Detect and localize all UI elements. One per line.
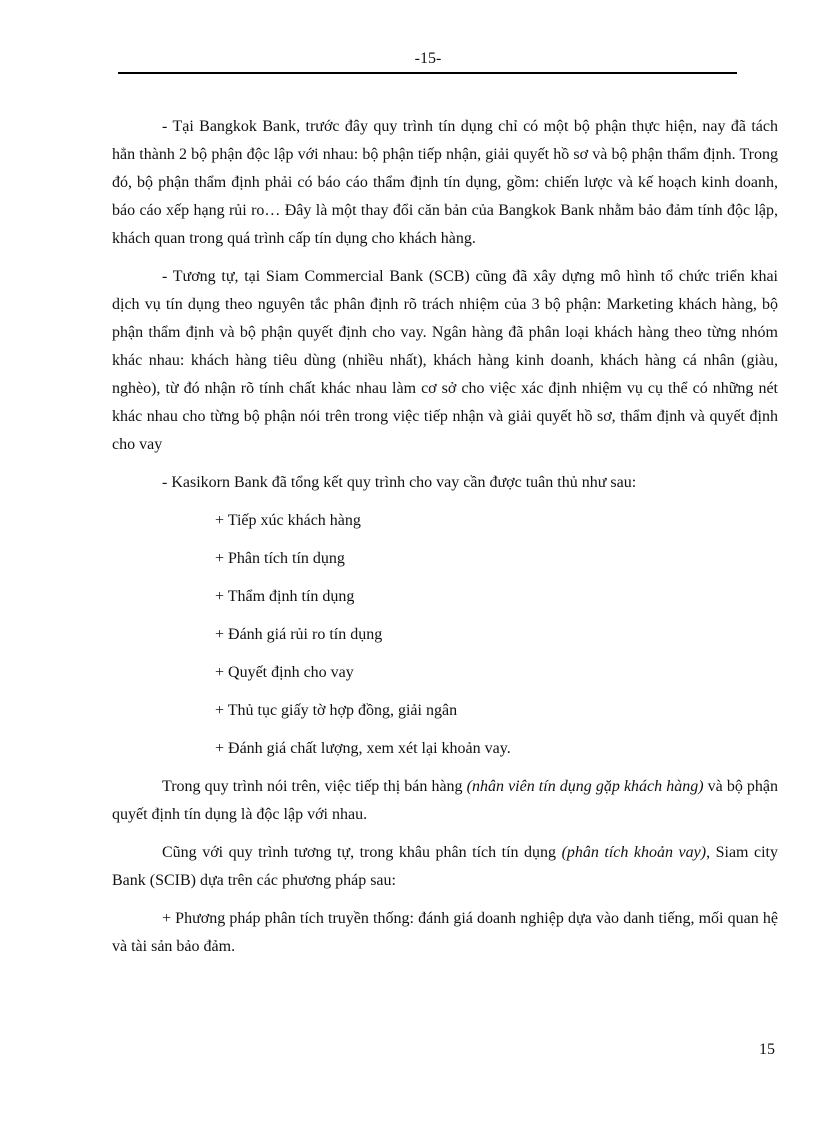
- paragraph-bangkok-bank: - Tại Bangkok Bank, trước đây quy trình tín dụng chỉ có một bộ phận thực hiện, nay đã tách hẳn thành 2 bộ phận độc lập với nhau: bộ phận tiếp nhận, giải quyết hồ sơ và bộ phận thẩm định. Trong đó, bộ phận thẩm định phải có báo cáo thẩm định tín dụng, gồm: chiến lược và kế hoạch kinh doanh, báo cáo xếp hạng rủi ro… Đây là một thay đổi căn bản của Bangkok Bank nhằm bảo đảm tính độc lập, khách quan trong quá trình cấp tín dụng cho khách hàng.: [112, 118, 778, 247]
- paragraph-italic-note: (phân tích khoản vay): [561, 844, 707, 861]
- list-item: + Thủ tục giấy tờ hợp đồng, giải ngân: [215, 702, 458, 719]
- list-item: + Tiếp xúc khách hàng: [215, 512, 361, 529]
- paragraph-siam-city-bank: [112, 839, 778, 895]
- paragraph-siam-commercial-bank: - Tương tự, tại Siam Commercial Bank (SCB) cũng đã xây dựng mô hình tổ chức triển khai dịch vụ tín dụng theo nguyên tắc phân định rõ trách nhiệm của 3 bộ phận: Marketing khách hàng, bộ phận thẩm định và bộ phận quyết định cho vay. Ngân hàng đã phân loại khách hàng theo từng nhóm khác nhau: khách hàng tiêu dùng (nhiều nhất), khách hàng kinh doanh, khách hàng cá nhân (giàu, nghèo), từ đó nhận rõ tính chất khác nhau làm cơ sở cho việc xác định nhiệm vụ cụ thể có những nét khác nhau cho từng bộ phận nói trên trong việc tiếp nhận và giải quyết hồ sơ, thẩm định và quyết định cho vay: [112, 268, 778, 453]
- list-item: + Thẩm định tín dụng: [215, 588, 355, 605]
- paragraph-text: và bộ phận quyết định tín dụng là độc lập với nhau.: [112, 778, 779, 823]
- page-footer-number: 15: [759, 1041, 775, 1058]
- header-rule: [118, 72, 737, 74]
- paragraph-text: Cũng với quy trình tương tự, trong khâu phân tích tín dụng: [162, 844, 562, 861]
- paragraph-kasikorn-bank: - Kasikorn Bank đã tổng kết quy trình cho vay cần được tuân thủ như sau:: [162, 474, 637, 491]
- list-item: + Phân tích tín dụng: [215, 550, 345, 567]
- paragraph-italic-note: (nhân viên tín dụng gặp khách hàng): [466, 778, 704, 795]
- paragraph-traditional-method: + Phương pháp phân tích truyền thống: đánh giá doanh nghiệp dựa vào danh tiếng, mối quan hệ và tài sản bảo đảm.: [112, 910, 778, 955]
- list-item: + Đánh giá rủi ro tín dụng: [215, 626, 383, 643]
- paragraph-text: , Siam city Bank (SCIB) dựa trên các phương pháp sau:: [112, 844, 778, 889]
- paragraph-process-summary: [112, 773, 778, 829]
- paragraph-text: Trong quy trình nói trên, việc tiếp thị bán hàng: [162, 778, 467, 795]
- page-header-number: -15-: [414, 50, 442, 67]
- document-body: [112, 113, 778, 971]
- list-item: + Quyết định cho vay: [215, 664, 354, 681]
- list-item: + Đánh giá chất lượng, xem xét lại khoản vay.: [215, 740, 511, 757]
